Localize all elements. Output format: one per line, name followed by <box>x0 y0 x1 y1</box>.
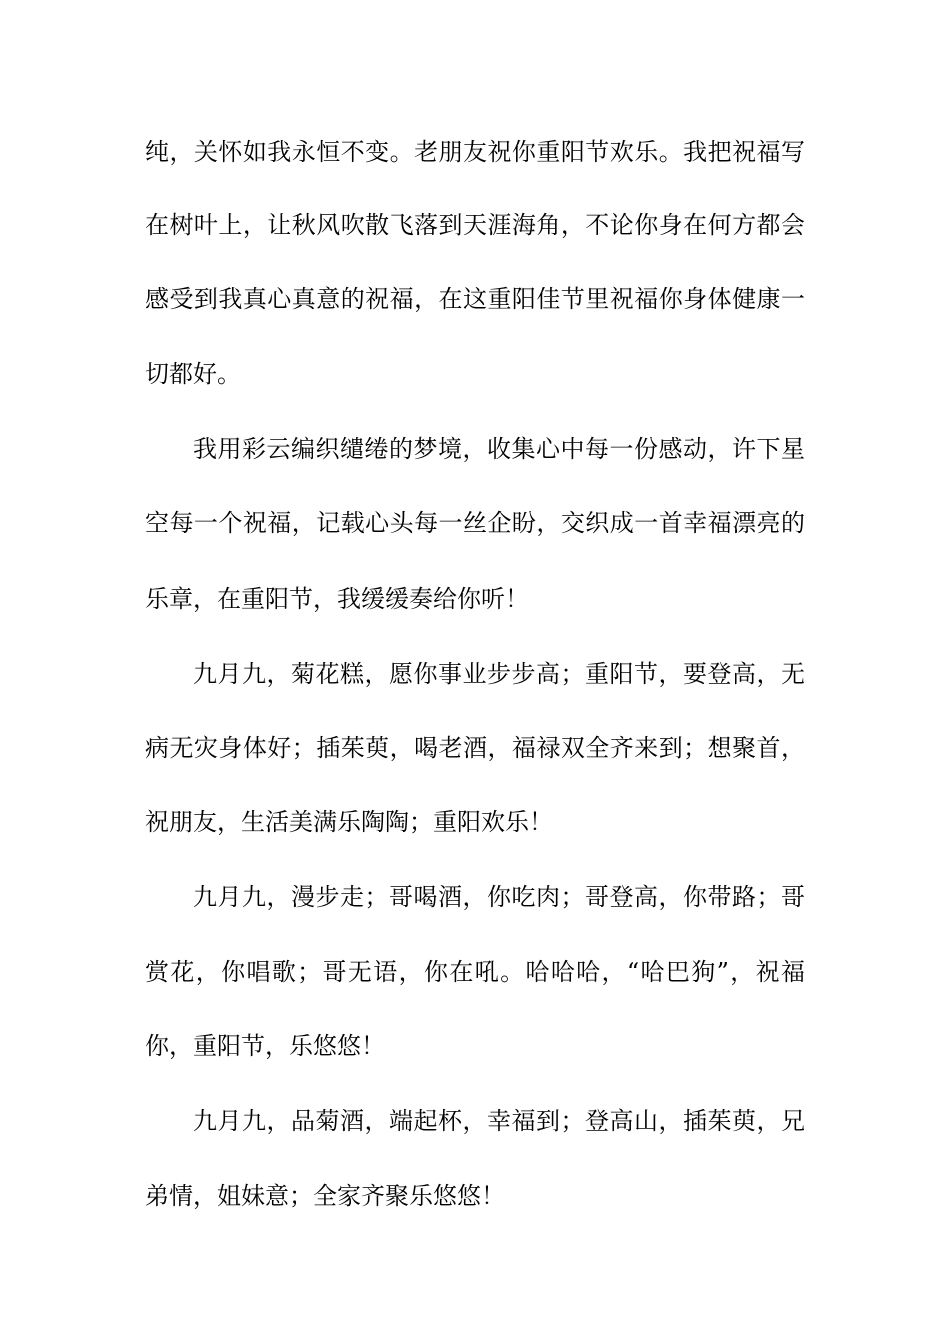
paragraph-2-line-2: 空每一个祝福，记载心头每一丝企盼，交织成一首幸福漂亮的 <box>145 509 805 537</box>
paragraph-2-line-3: 乐章，在重阳节，我缓缓奏给你听！ <box>145 585 529 613</box>
paragraph-4-line-3: 你，重阳节，乐悠悠！ <box>145 1032 385 1060</box>
paragraph-1-line-1: 纯，关怀如我永恒不变。老朋友祝你重阳节欢乐。我把祝福写 <box>145 138 805 166</box>
paragraph-4-line-1: 九月九，漫步走；哥喝酒，你吃肉；哥登高，你带路；哥 <box>193 883 805 911</box>
paragraph-1-line-4: 切都好。 <box>145 360 241 388</box>
paragraph-5-line-2: 弟情，姐妹意；全家齐聚乐悠悠！ <box>145 1182 505 1210</box>
paragraph-2-line-1: 我用彩云编织缱绻的梦境，收集心中每一份感动，许下星 <box>193 435 805 463</box>
paragraph-3-line-2: 病无灾身体好；插茱萸，喝老酒，福禄双全齐来到；想聚首， <box>145 734 805 762</box>
paragraph-5-line-1: 九月九，品菊酒，端起杯，幸福到；登高山，插茱萸，兄 <box>193 1107 805 1135</box>
paragraph-1-line-2: 在树叶上，让秋风吹散飞落到天涯海角，不论你身在何方都会 <box>145 211 805 239</box>
paragraph-3-line-3: 祝朋友，生活美满乐陶陶；重阳欢乐！ <box>145 808 553 836</box>
paragraph-3-line-1: 九月九，菊花糕，愿你事业步步高；重阳节，要登高，无 <box>193 660 805 688</box>
paragraph-4-line-2: 赏花，你唱歌；哥无语，你在吼。哈哈哈，“哈巴狗”，祝福 <box>145 958 805 986</box>
paragraph-1-line-3: 感受到我真心真意的祝福，在这重阳佳节里祝福你身体健康一 <box>145 285 805 313</box>
